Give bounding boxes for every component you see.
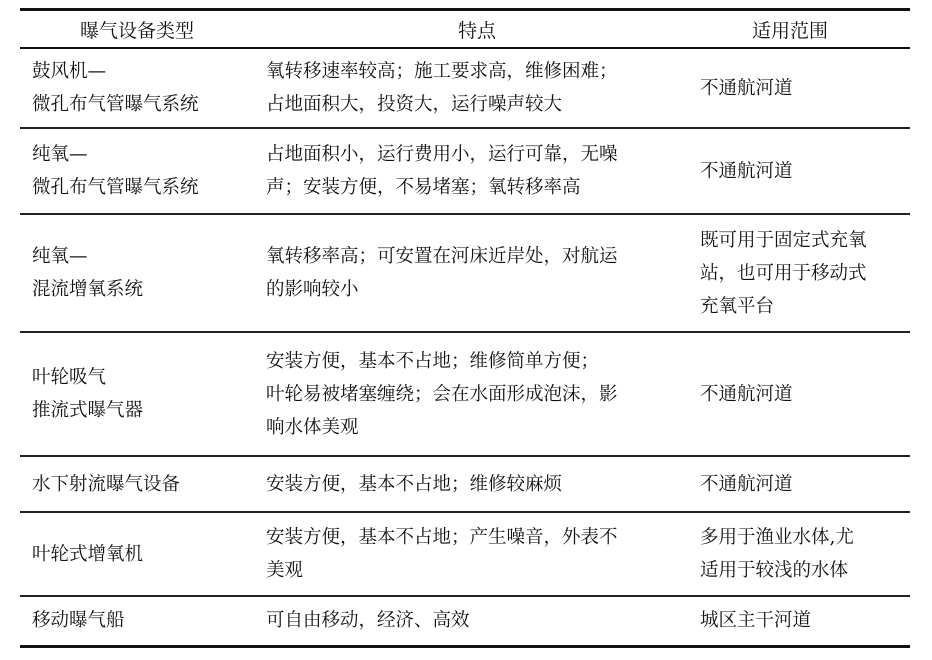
table-header-row <box>20 10 910 49</box>
table-row <box>20 332 910 456</box>
cell-scope: 城区主干河道 <box>700 610 812 632</box>
cell-scope: 既可用于固定式充氧 站，也可用于移动式 充氧平台 <box>700 229 867 317</box>
cell-features: 占地面积小，运行费用小，运行可靠，无噪 声；安装方便，不易堵塞；氧转移率高 <box>266 144 618 198</box>
cell-equipment-type: 移动曝气船 <box>32 610 125 632</box>
header-scope: 适用范围 <box>752 19 829 42</box>
cell-scope: 不通航河道 <box>700 473 793 495</box>
cell-equipment-type: 纯氧— 微孔布气管曝气系统 <box>32 144 199 198</box>
cell-features: 可自由移动，经济、高效 <box>266 610 470 632</box>
cell-scope: 不通航河道 <box>700 160 793 182</box>
table-row <box>20 456 910 512</box>
cell-features: 安装方便，基本不占地；维修较麻烦 <box>266 473 563 495</box>
cell-scope: 多用于渔业水体,尤 适用于较浅的水体 <box>700 527 854 581</box>
cell-equipment-type: 纯氧— 混流增氧系统 <box>32 246 144 300</box>
table-row <box>20 48 910 128</box>
table-row <box>20 596 910 646</box>
table-row <box>20 512 910 596</box>
cell-equipment-type: 鼓风机— 微孔布气管曝气系统 <box>32 61 199 115</box>
cell-scope: 不通航河道 <box>700 383 793 405</box>
header-features: 特点 <box>457 19 496 42</box>
cell-features: 氧转移速率较高；施工要求高，维修困难； 占地面积大，投资大，运行噪声较大 <box>266 61 618 115</box>
cell-equipment-type: 水下射流曝气设备 <box>32 473 181 495</box>
aeration-equipment-table-container <box>20 8 910 648</box>
cell-features: 氧转移率高；可安置在河床近岸处，对航运 的影响较小 <box>266 246 618 300</box>
cell-equipment-type: 叶轮式增氧机 <box>32 543 144 565</box>
table-row <box>20 128 910 214</box>
cell-equipment-type: 叶轮吸气 推流式曝气器 <box>32 367 144 421</box>
aeration-equipment-table <box>20 8 910 648</box>
cell-features: 安装方便，基本不占地；维修简单方便； 叶轮易被堵塞缠绕；会在水面形成泡沫，影 响水体美观 <box>266 350 618 438</box>
cell-features: 安装方便，基本不占地；产生噪音，外表不 美观 <box>266 527 618 581</box>
table-row <box>20 214 910 332</box>
cell-scope: 不通航河道 <box>700 77 793 99</box>
header-equipment-type: 曝气设备类型 <box>80 19 195 42</box>
